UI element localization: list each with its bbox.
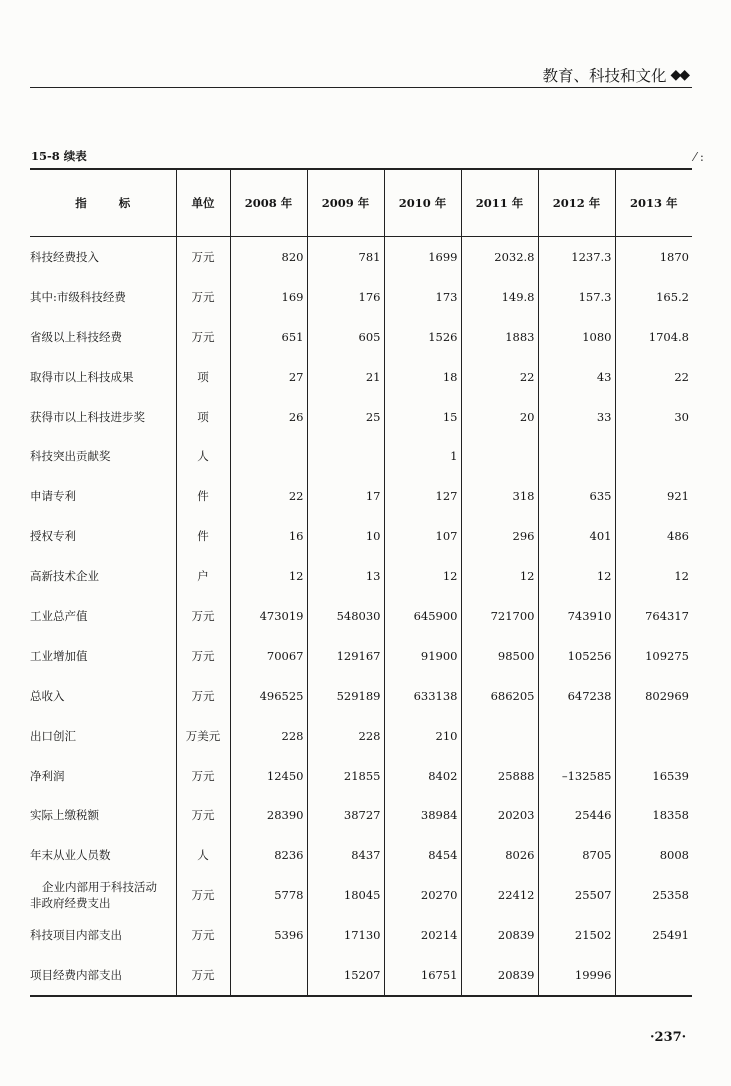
row-label: 省级以上科技经费 — [30, 329, 122, 344]
table-row — [30, 436, 692, 476]
cell-value: 22 — [461, 357, 538, 397]
table-row — [30, 676, 692, 716]
row-unit: 万元 — [176, 875, 230, 915]
cell-value: 486 — [615, 516, 692, 556]
table-row — [30, 516, 692, 556]
cell-value: 1080 — [538, 317, 615, 357]
row-label: 工业总产值 — [30, 608, 88, 623]
cell-value: 721700 — [461, 596, 538, 636]
cell-value: 38984 — [384, 795, 461, 835]
cell-value: 33 — [538, 397, 615, 437]
cell-value: 129167 — [307, 636, 384, 676]
cell-value: 165.2 — [615, 277, 692, 317]
header-year: 2010 年 — [384, 169, 461, 237]
cell-value: 20839 — [461, 955, 538, 996]
row-unit: 万元 — [176, 676, 230, 716]
table-row — [30, 756, 692, 796]
row-unit: 件 — [176, 476, 230, 516]
running-header — [542, 64, 688, 86]
cell-value: 20839 — [461, 915, 538, 955]
cell-value: 8236 — [230, 835, 307, 875]
header-year: 2013 年 — [615, 169, 692, 237]
table-row — [30, 835, 692, 875]
cell-value: 12 — [384, 556, 461, 596]
page-number: ·237· — [650, 1030, 687, 1045]
header-year: 2011 年 — [461, 169, 538, 237]
row-label: 实际上缴税额 — [30, 808, 99, 823]
cell-value: 5396 — [230, 915, 307, 955]
cell-value: 605 — [307, 317, 384, 357]
row-label: 申请专利 — [30, 489, 76, 504]
cell-value: 5778 — [230, 875, 307, 915]
row-label: 获得市以上科技进步奖 — [30, 409, 145, 424]
cell-value: 12 — [461, 556, 538, 596]
cell-value: 686205 — [461, 676, 538, 716]
cell-value: 921 — [615, 476, 692, 516]
cell-value: 8454 — [384, 835, 461, 875]
row-label: 科技突出贡献奖 — [30, 449, 111, 464]
cell-value: 764317 — [615, 596, 692, 636]
row-label: 净利润 — [30, 768, 65, 783]
cell-value: 635 — [538, 476, 615, 516]
row-label: 工业增加值 — [30, 648, 88, 663]
header-rule — [30, 87, 692, 88]
row-label: 其中:市级科技经费 — [30, 289, 126, 304]
cell-value: 8026 — [461, 835, 538, 875]
header-year: 2009 年 — [307, 169, 384, 237]
cell-value: 28390 — [230, 795, 307, 835]
row-unit: 件 — [176, 516, 230, 556]
cell-value — [461, 436, 538, 476]
row-unit: 万元 — [176, 915, 230, 955]
cell-value: 25507 — [538, 875, 615, 915]
table-row — [30, 476, 692, 516]
cell-value: 169 — [230, 277, 307, 317]
cell-value: 21855 — [307, 756, 384, 796]
cell-value: 25446 — [538, 795, 615, 835]
header-unit: 单位 — [176, 169, 230, 237]
cell-value: 645900 — [384, 596, 461, 636]
statistics-table — [30, 168, 692, 997]
cell-value: 12450 — [230, 756, 307, 796]
cell-value: 15207 — [307, 955, 384, 996]
cell-value: 16 — [230, 516, 307, 556]
row-label: 取得市以上科技成果 — [30, 369, 134, 384]
cell-value: 20203 — [461, 795, 538, 835]
table-row — [30, 875, 692, 915]
edge-mark: ⁄ : — [694, 150, 704, 164]
cell-value: 496525 — [230, 676, 307, 716]
cell-value: 20270 — [384, 875, 461, 915]
cell-value: 109275 — [615, 636, 692, 676]
row-unit: 户 — [176, 556, 230, 596]
cell-value: 12 — [538, 556, 615, 596]
row-unit: 万元 — [176, 795, 230, 835]
cell-value: 21 — [307, 357, 384, 397]
cell-value: 43 — [538, 357, 615, 397]
cell-value: 1699 — [384, 237, 461, 277]
cell-value: 8437 — [307, 835, 384, 875]
row-unit: 万元 — [176, 636, 230, 676]
cell-value: 12 — [230, 556, 307, 596]
row-unit: 万元 — [176, 596, 230, 636]
header-year: 2008 年 — [230, 169, 307, 237]
cell-value: 743910 — [538, 596, 615, 636]
row-label-line2: 非政府经费支出 — [30, 896, 111, 911]
cell-value: 8402 — [384, 756, 461, 796]
table-row — [30, 237, 692, 277]
cell-value — [615, 716, 692, 756]
cell-value: 176 — [307, 277, 384, 317]
cell-value: 8008 — [615, 835, 692, 875]
cell-value: 20 — [461, 397, 538, 437]
row-unit: 万元 — [176, 237, 230, 277]
cell-value: 12 — [615, 556, 692, 596]
cell-value: 19996 — [538, 955, 615, 996]
cell-value: 651 — [230, 317, 307, 357]
cell-value: 105256 — [538, 636, 615, 676]
cell-value: 10 — [307, 516, 384, 556]
cell-value: 149.8 — [461, 277, 538, 317]
cell-value: 22 — [615, 357, 692, 397]
header-indicator: 指 标 — [30, 169, 176, 237]
cell-value — [615, 436, 692, 476]
cell-value: 98500 — [461, 636, 538, 676]
row-label — [30, 875, 176, 915]
cell-value: 1526 — [384, 317, 461, 357]
row-label: 科技项目内部支出 — [30, 928, 122, 943]
cell-value: 25888 — [461, 756, 538, 796]
cell-value: 2032.8 — [461, 237, 538, 277]
cell-value: 18358 — [615, 795, 692, 835]
cell-value: 401 — [538, 516, 615, 556]
cell-value: 1704.8 — [615, 317, 692, 357]
row-unit: 万元 — [176, 317, 230, 357]
cell-value: 38727 — [307, 795, 384, 835]
cell-value: 781 — [307, 237, 384, 277]
table-row — [30, 716, 692, 756]
cell-value: 22 — [230, 476, 307, 516]
row-label: 总收入 — [30, 688, 65, 703]
table-row — [30, 795, 692, 835]
cell-value — [230, 436, 307, 476]
cell-value: 17 — [307, 476, 384, 516]
cell-value — [538, 436, 615, 476]
cell-value — [538, 716, 615, 756]
cell-value: 173 — [384, 277, 461, 317]
table-row — [30, 955, 692, 996]
table-row — [30, 915, 692, 955]
cell-value: 1237.3 — [538, 237, 615, 277]
row-unit: 人 — [176, 436, 230, 476]
row-label: 高新技术企业 — [30, 569, 99, 584]
row-label: 出口创汇 — [30, 728, 76, 743]
cell-value: 318 — [461, 476, 538, 516]
cell-value: 548030 — [307, 596, 384, 636]
cell-value: 21502 — [538, 915, 615, 955]
row-label: 授权专利 — [30, 529, 76, 544]
header-row — [30, 169, 692, 237]
table-row — [30, 636, 692, 676]
cell-value: 210 — [384, 716, 461, 756]
row-unit: 万美元 — [176, 716, 230, 756]
cell-value: 15 — [384, 397, 461, 437]
section-title: 教育、科技和文化 — [542, 67, 667, 85]
cell-value — [230, 955, 307, 996]
cell-value: 228 — [230, 716, 307, 756]
table-row — [30, 556, 692, 596]
cell-value: 13 — [307, 556, 384, 596]
table-caption: 15-8 续表 — [31, 149, 87, 163]
row-unit: 人 — [176, 835, 230, 875]
cell-value: 1 — [384, 436, 461, 476]
table-row — [30, 397, 692, 437]
cell-value: 529189 — [307, 676, 384, 716]
row-label: 项目经费内部支出 — [30, 955, 176, 996]
table-row — [30, 277, 692, 317]
cell-value: 296 — [461, 516, 538, 556]
cell-value: 70067 — [230, 636, 307, 676]
cell-value — [307, 436, 384, 476]
row-unit: 万元 — [176, 277, 230, 317]
diamond-decoration: ◆◆ — [670, 67, 688, 83]
cell-value — [461, 716, 538, 756]
cell-value: 27 — [230, 357, 307, 397]
cell-value: 16751 — [384, 955, 461, 996]
row-unit: 万元 — [176, 756, 230, 796]
cell-value: 25491 — [615, 915, 692, 955]
cell-value: 647238 — [538, 676, 615, 716]
row-unit: 万元 — [176, 955, 230, 996]
cell-value: 802969 — [615, 676, 692, 716]
cell-value: 17130 — [307, 915, 384, 955]
table-row — [30, 317, 692, 357]
cell-value: 22412 — [461, 875, 538, 915]
cell-value: 25 — [307, 397, 384, 437]
cell-value: 30 — [615, 397, 692, 437]
header-year: 2012 年 — [538, 169, 615, 237]
cell-value: –132585 — [538, 756, 615, 796]
cell-value: 18 — [384, 357, 461, 397]
row-label-line1: 企业内部用于科技活动 — [42, 880, 157, 895]
cell-value: 820 — [230, 237, 307, 277]
cell-value: 633138 — [384, 676, 461, 716]
table-row — [30, 596, 692, 636]
cell-value: 8705 — [538, 835, 615, 875]
row-unit: 项 — [176, 357, 230, 397]
cell-value: 16539 — [615, 756, 692, 796]
cell-value: 25358 — [615, 875, 692, 915]
table-row — [30, 357, 692, 397]
row-label: 科技经费投入 — [30, 249, 99, 264]
cell-value: 473019 — [230, 596, 307, 636]
cell-value: 107 — [384, 516, 461, 556]
cell-value: 157.3 — [538, 277, 615, 317]
cell-value: 1883 — [461, 317, 538, 357]
cell-value: 91900 — [384, 636, 461, 676]
cell-value: 18045 — [307, 875, 384, 915]
cell-value: 1870 — [615, 237, 692, 277]
cell-value: 20214 — [384, 915, 461, 955]
row-unit: 项 — [176, 397, 230, 437]
cell-value: 228 — [307, 716, 384, 756]
row-label: 年末从业人员数 — [30, 848, 111, 863]
cell-value: 127 — [384, 476, 461, 516]
cell-value — [615, 955, 692, 996]
cell-value: 26 — [230, 397, 307, 437]
